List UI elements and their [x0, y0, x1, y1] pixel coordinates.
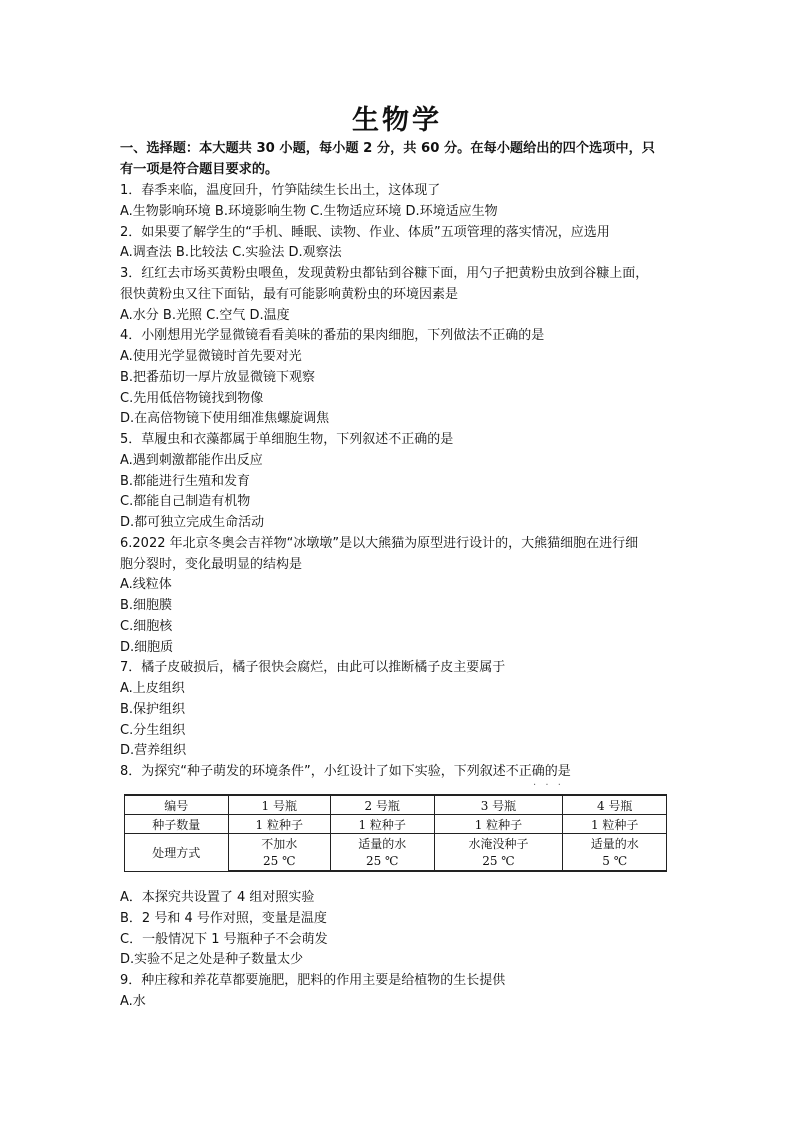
table-cell: 1 粒种子	[434, 815, 563, 834]
question-line: 9．种庄稼和养花草都要施肥，肥料的作用主要是给植物的生长提供	[120, 973, 506, 988]
option-line: A.生物影响环境 B.环境影响生物 C.生物适应环境 D.环境适应生物	[120, 204, 498, 219]
section-heading-line1: 一、选择题：本大题共 30 小题，每小题 2 分，共 60 分。在每小题给出的四个选项中，只	[120, 141, 655, 156]
section-heading-line2: 有一项是符合题目要求的。	[120, 162, 279, 177]
table-cell: 3 号瓶	[434, 795, 563, 815]
decorative-dots: · · ·	[533, 780, 564, 791]
option-line: B.细胞膜	[120, 598, 173, 613]
table-cell: 处理方式	[125, 834, 229, 872]
table-header-row	[125, 795, 667, 815]
question-line: 3．红红去市场买黄粉虫喂鱼，发现黄粉虫都钻到谷糠下面，用勺子把黄粉虫放到谷糠上面，	[120, 266, 649, 281]
option-line: A.水	[120, 994, 146, 1009]
option-line: B.把番茄切一厚片放显微镜下观察	[120, 370, 316, 385]
option-line: B.保护组织	[120, 702, 186, 717]
table-cell: 编号	[125, 795, 229, 815]
option-line: D.实验不足之处是种子数量太少	[120, 952, 304, 967]
option-line: B．2 号和 4 号作对照，变量是温度	[120, 911, 327, 926]
option-line: C.细胞核	[120, 619, 173, 634]
option-line: A.使用光学显微镜时首先要对光	[120, 349, 302, 364]
question-line: 2．如果要了解学生的“手机、睡眠、读物、作业、体质”五项管理的落实情况，应选用	[120, 225, 610, 240]
table-cell: 适量的水	[330, 834, 434, 853]
experiment-table	[124, 794, 667, 872]
option-line: B.都能进行生殖和发育	[120, 474, 251, 489]
question-line: 6.2022 年北京冬奥会吉祥物“冰墩墩”是以大熊猫为原型进行设计的，大熊猫细胞在进行细	[120, 536, 639, 551]
table-cell: 1 粒种子	[228, 815, 330, 834]
option-line: A.水分 B.光照 C.空气 D.温度	[120, 308, 290, 323]
table-cell: 25 ℃	[330, 852, 434, 871]
table-cell: 种子数量	[125, 815, 229, 834]
option-line: A．本探究共设置了 4 组对照实验	[120, 890, 315, 905]
table-row	[125, 815, 667, 834]
question-line: 7．橘子皮破损后，橘子很快会腐烂，由此可以推断橘子皮主要属于	[120, 660, 506, 675]
option-line: C．一般情况下 1 号瓶种子不会萌发	[120, 932, 328, 947]
question-line: 5．草履虫和衣藻都属于单细胞生物，下列叙述不正确的是	[120, 432, 454, 447]
table-cell: 不加水	[228, 834, 330, 853]
table-cell: 25 ℃	[434, 852, 563, 871]
option-line: C.分生组织	[120, 723, 186, 738]
table-cell: 1 粒种子	[563, 815, 667, 834]
option-line: A.调查法 B.比较法 C.实验法 D.观察法	[120, 245, 342, 260]
question-line: 很快黄粉虫又往下面钻，最有可能影响黄粉虫的环境因素是	[120, 287, 459, 302]
table-cell: 1 号瓶	[228, 795, 330, 815]
table-cell: 5 ℃	[563, 852, 667, 871]
option-line: D.在高倍物镜下使用细准焦螺旋调焦	[120, 411, 330, 426]
table-cell: 1 粒种子	[330, 815, 434, 834]
question-line: 8．为探究“种子萌发的环境条件”，小红设计了如下实验，下列叙述不正确的是	[120, 764, 571, 779]
table-row	[125, 834, 667, 853]
option-line: A.上皮组织	[120, 681, 185, 696]
table-cell: 2 号瓶	[330, 795, 434, 815]
option-line: D.细胞质	[120, 640, 174, 655]
table-cell: 4 号瓶	[563, 795, 667, 815]
option-line: D.营养组织	[120, 743, 187, 758]
option-line: C.先用低倍物镜找到物像	[120, 391, 264, 406]
option-line: A.遇到刺激都能作出反应	[120, 453, 263, 468]
table-cell: 适量的水	[563, 834, 667, 853]
page-title: 生物学	[352, 105, 442, 136]
question-line: 胞分裂时，变化最明显的结构是	[120, 557, 303, 572]
table-cell: 25 ℃	[228, 852, 330, 871]
option-line: C.都能自己制造有机物	[120, 494, 251, 509]
question-line: 4．小刚想用光学显微镜看看美味的番茄的果肉细胞，下列做法不正确的是	[120, 328, 545, 343]
question-line: 1．春季来临，温度回升，竹笋陆续生长出土，这体现了	[120, 183, 441, 198]
option-line: A.线粒体	[120, 577, 172, 592]
option-line: D.都可独立完成生命活动	[120, 515, 265, 530]
table-cell: 水淹没种子	[434, 834, 563, 853]
